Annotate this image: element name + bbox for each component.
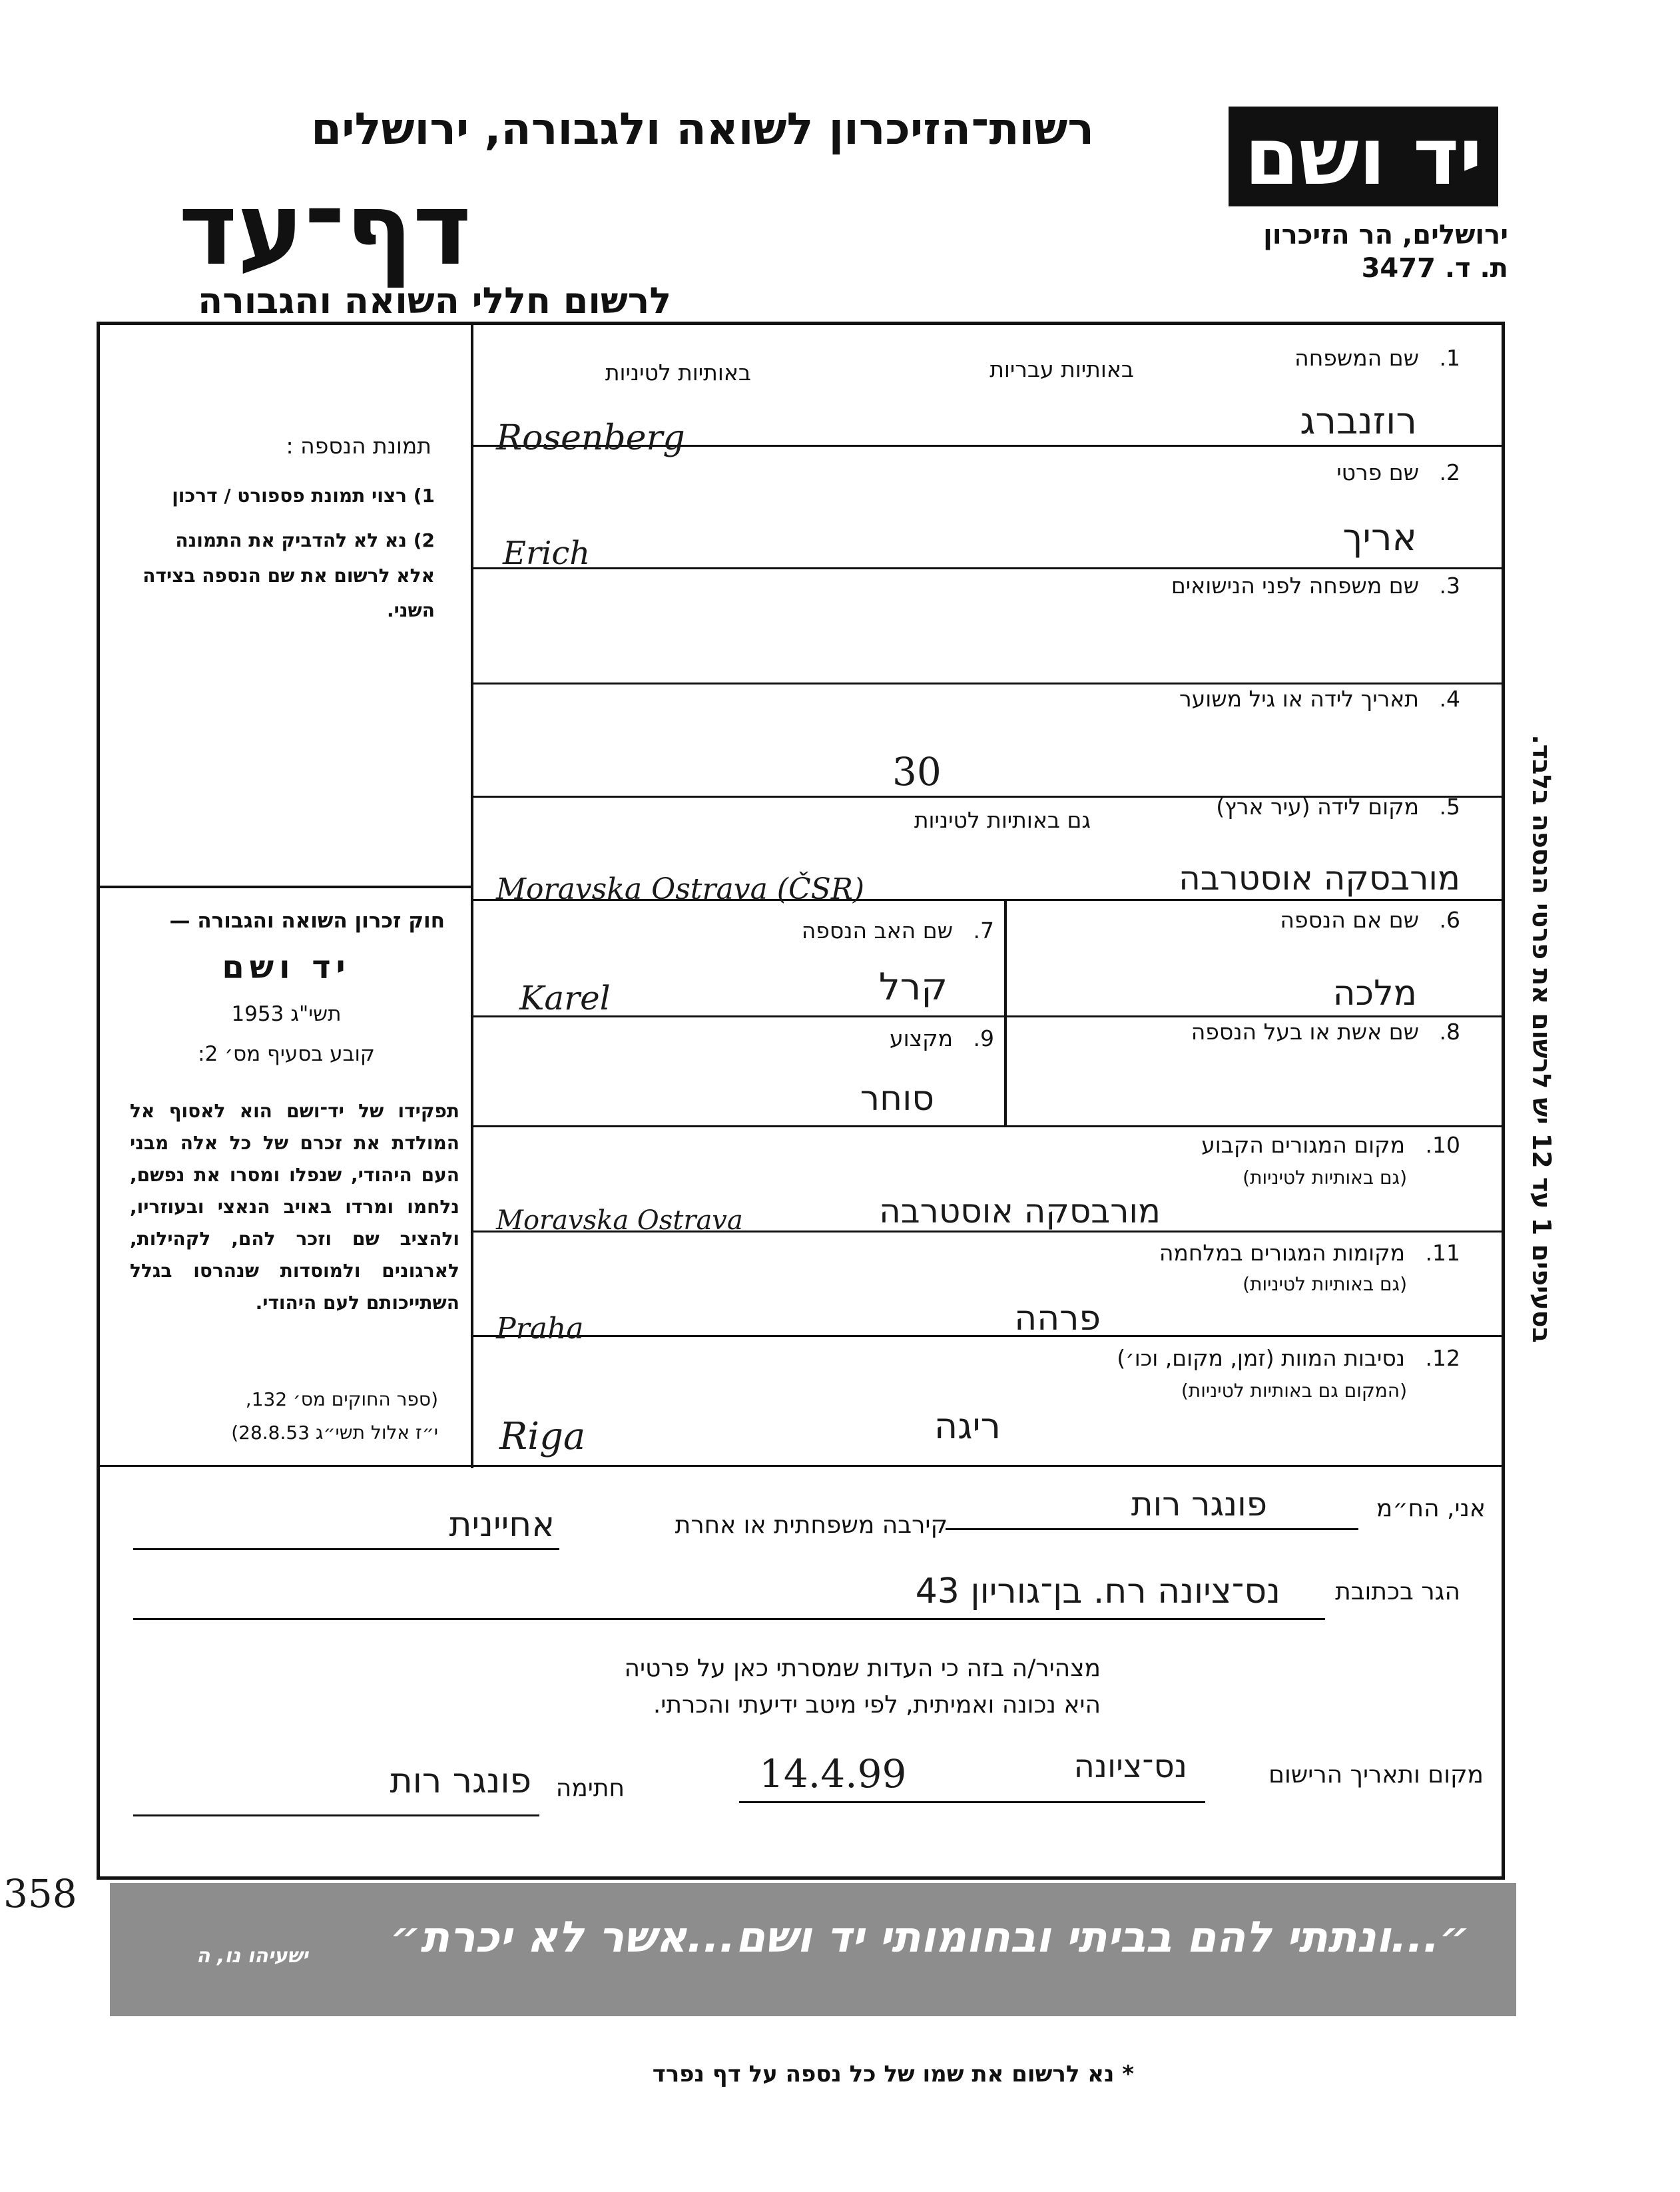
field-4-num: 4. <box>1439 686 1460 712</box>
quote-banner <box>110 1883 1516 2016</box>
field-10-value-lat[interactable]: Moravska Ostrava <box>496 1205 743 1236</box>
photo-note-2a: 2) נא לא להדביק את התמונה <box>175 529 435 551</box>
field-11-num: 11. <box>1425 1240 1460 1266</box>
photo-box-title: תמונת הנספה : <box>286 433 431 459</box>
field-9-value[interactable]: סוחר <box>860 1079 934 1119</box>
field-8-text: שם אשת או בעל הנספה <box>1191 1019 1419 1045</box>
po-box: ת. ד. 3477 <box>1361 253 1508 284</box>
field-11-label <box>1159 1240 1460 1266</box>
banner-source: ישעיהו נו, ה <box>196 1944 308 1968</box>
address-line: ירושלים, הר הזיכרון <box>1263 220 1508 250</box>
banner-quote: ״...ונתתי להם בביתי ובחומותי יד ושם...אשר לא יכרת״ <box>390 1913 1470 1962</box>
field-10-sub: (גם באותיות לטיניות) <box>1243 1167 1407 1189</box>
field-5-value-lat[interactable]: Moravska Ostrava (ČSR) <box>496 872 865 906</box>
field-3-text: שם משפחה לפני הנישואים <box>1171 573 1419 599</box>
field-9-text: מקצוע <box>889 1025 953 1051</box>
field-12-text: נסיבות המוות (זמן, מקום, וכו׳) <box>1117 1345 1405 1371</box>
field-1-value-lat[interactable]: Rosenberg <box>496 418 685 458</box>
field-11-sub: (גם באותיות לטיניות) <box>1243 1273 1407 1295</box>
decl-relation-value[interactable]: אחיינית <box>449 1505 555 1545</box>
field-2-value-heb[interactable]: אריך <box>1342 516 1417 559</box>
sep-6-8 <box>472 1015 1504 1017</box>
field-12-value-heb[interactable]: ריגה <box>934 1405 1001 1447</box>
law-clause: קובע בסעיף מס׳ 2: <box>198 1042 375 1066</box>
field-7-value-heb[interactable]: קרל <box>878 965 948 1009</box>
field-4-text: תאריך לידה או גיל משוער <box>1179 686 1419 712</box>
field-6-label <box>1280 907 1460 933</box>
field-4-label <box>1179 686 1460 712</box>
field-5-label <box>1216 794 1460 820</box>
field-7-num: 7. <box>973 918 994 944</box>
sep-8-10 <box>472 1125 1504 1127</box>
field-11-value-heb[interactable]: פרהה <box>1014 1298 1101 1338</box>
field-8-num: 8. <box>1439 1019 1460 1045</box>
decl-ani-label: אני, הח״מ <box>1376 1495 1486 1522</box>
sep-12-decl <box>98 1465 1504 1467</box>
photo-note-2b: אלא לרשום את שם הנספה בצידה <box>142 565 435 587</box>
law-ref-1: (ספר החוקים מס׳ 132, <box>245 1388 438 1410</box>
field-7-value-lat[interactable]: Karel <box>519 979 611 1017</box>
field-6-text: שם אם הנספה <box>1280 907 1419 933</box>
field-1-col-lat: באותיות לטיניות <box>605 360 751 386</box>
decl-address-label: הגר בכתובת <box>1335 1578 1460 1605</box>
authority-title: רשות־הזיכרון לשואה ולגבורה, ירושלים <box>311 103 1094 154</box>
field-11-text: מקומות המגורים במלחמה <box>1159 1240 1405 1266</box>
decl-relation-label: קירבה משפחתית או אחרת <box>675 1511 948 1539</box>
fields-6-9-divider <box>1004 899 1007 1125</box>
law-name: יד ושם <box>222 949 351 986</box>
field-8-label <box>1191 1019 1460 1045</box>
form-title: דף־עד <box>178 172 471 288</box>
sep-3-4 <box>472 683 1504 685</box>
field-2-text: שם פרטי <box>1336 459 1419 485</box>
field-6-value[interactable]: מלכה <box>1332 973 1417 1013</box>
field-7-text: שם האב הנספה <box>801 918 953 944</box>
field-2-value-lat[interactable]: Erich <box>503 535 591 572</box>
field-2-num: 2. <box>1439 459 1460 485</box>
field-5-col-lat: גם באותיות לטיניות <box>914 807 1091 833</box>
field-12-value-lat[interactable]: Riga <box>499 1415 586 1458</box>
field-1-label <box>1294 345 1460 371</box>
decl-address-value[interactable]: נס־ציונה רח. בן־גוריון 43 <box>915 1571 1280 1611</box>
field-4-value[interactable]: 30 <box>892 749 942 794</box>
field-5-text: מקום לידה (עיר ארץ) <box>1216 794 1419 820</box>
law-year: תשי"ג 1953 <box>231 1002 342 1026</box>
photo-note-1: 1) רצוי תמונת פספורט / דרכון <box>172 485 435 507</box>
field-1-col-heb: באותיות עבריות <box>989 356 1134 382</box>
field-10-label <box>1201 1132 1460 1158</box>
field-3-label <box>1171 573 1460 599</box>
sep-2-3 <box>472 567 1504 569</box>
margin-number: 358 <box>3 1871 77 1916</box>
law-heading: חוק זכרון השואה והגבורה — <box>169 909 445 933</box>
sep-11-12 <box>472 1335 1504 1337</box>
field-5-value-heb[interactable]: מורבסקה אוסטרבה <box>1179 859 1460 898</box>
decl-date-value[interactable]: 14.4.99 <box>759 1751 907 1796</box>
side-note-text: בסעיפים 1 עד 12 יש לרשום את פרטי הנספה בלבד. <box>1527 734 1556 1343</box>
field-1-num: 1. <box>1439 345 1460 371</box>
decl-place-date-label: מקום ותאריך הרישום <box>1268 1761 1484 1788</box>
field-10-num: 10. <box>1425 1132 1460 1158</box>
yad-vashem-logo: יד ושם <box>1229 107 1498 206</box>
field-12-num: 12. <box>1425 1345 1460 1371</box>
law-body: תפקידו של יד־ושם הוא לאסוף אל המולדת את זכרם של כל אלה מבני העם היהודי, שנפלו ומסרו את נפשם, נלחמו ומרדו באויב הנאצי ובעוזריו, ולהציב שם וזכר להם, לקהילות, לארגונים ולמוסדות שנהרסו בגלל השתייכותם לעם היהודי. <box>130 1100 459 1314</box>
field-12-label <box>1117 1345 1460 1371</box>
field-2-label <box>1336 459 1460 485</box>
decl-signature-line <box>133 1814 539 1816</box>
field-9-num: 9. <box>973 1025 994 1051</box>
decl-signature-label: חתימה <box>555 1775 625 1802</box>
photo-note-2c: השני. <box>386 599 435 621</box>
form-subtitle: לרשום חללי השואה והגבורה <box>198 280 671 322</box>
field-1-text: שם המשפחה <box>1294 345 1419 371</box>
field-10-text: מקום המגורים הקבוע <box>1201 1132 1405 1158</box>
field-3-num: 3. <box>1439 573 1460 599</box>
field-1-value-heb[interactable]: רוזנברג <box>1300 400 1417 443</box>
field-5-num: 5. <box>1439 794 1460 820</box>
footer-note: * נא לרשום את שמו של כל נספה על דף נפרד <box>652 2061 1134 2087</box>
side-note <box>1522 706 1561 1372</box>
field-10-value-heb[interactable]: מורבסקה אוסטרבה <box>879 1192 1161 1231</box>
field-6-num: 6. <box>1439 907 1460 933</box>
field-11-value-lat[interactable]: Praha <box>496 1312 584 1346</box>
decl-signature-value[interactable]: פונגר רות <box>390 1761 531 1801</box>
law-ref-2: י״ז אלול תשי״ג 28.8.53) <box>231 1422 438 1444</box>
field-7-label <box>802 918 994 944</box>
decl-statement-2: היא נכונה ואמיתית, לפי מיטב ידיעתי והכרתי. <box>653 1691 1101 1719</box>
decl-statement-1: מצהיר/ה בזה כי העדות שמסרתי כאן על פרטיה <box>624 1655 1101 1682</box>
decl-relation-line <box>133 1548 559 1550</box>
decl-place-date-line <box>739 1801 1205 1803</box>
left-box-divider <box>98 886 472 888</box>
field-12-sub: (המקום גם באותיות לטיניות) <box>1181 1380 1407 1402</box>
decl-name-value[interactable]: פונגר רות <box>1131 1485 1267 1523</box>
column-divider <box>471 323 473 1468</box>
decl-place-value[interactable]: נס־ציונה <box>1073 1748 1187 1785</box>
field-9-label <box>890 1025 994 1051</box>
decl-name-line <box>946 1528 1358 1530</box>
decl-address-line <box>133 1618 1325 1620</box>
